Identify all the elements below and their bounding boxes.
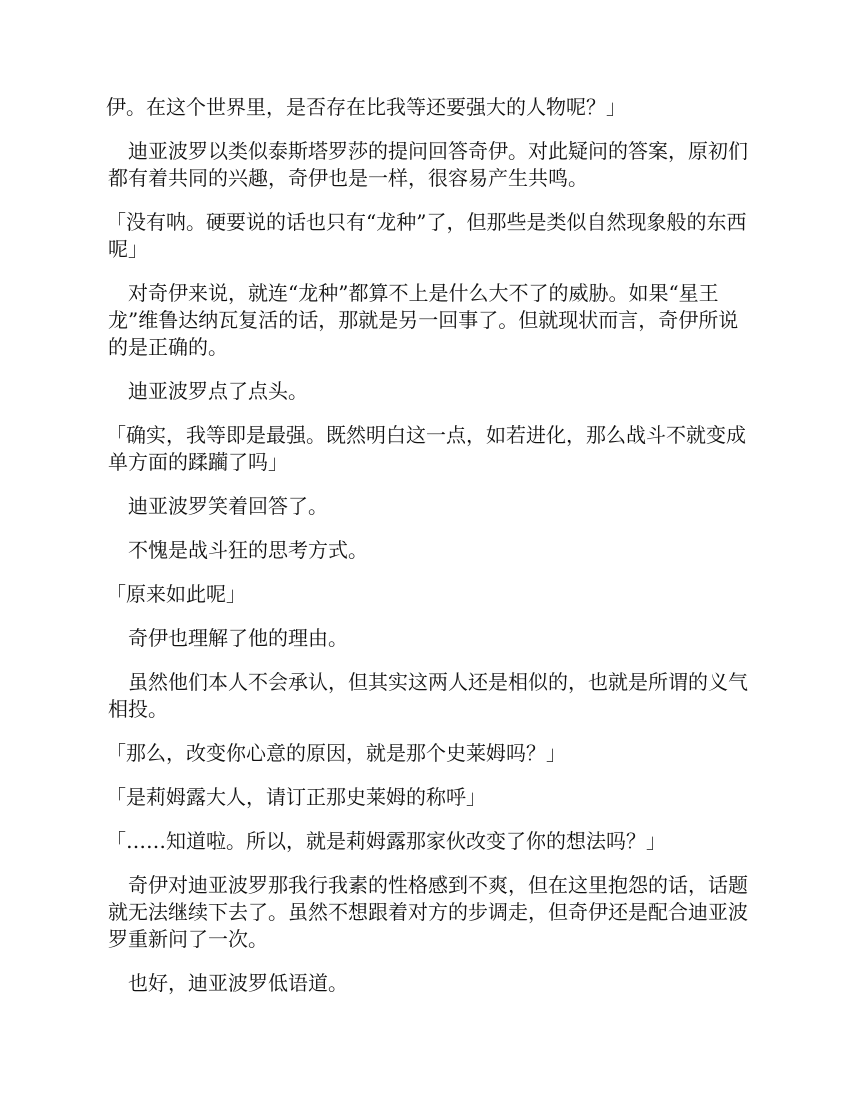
dialogue-paragraph: 「确实，我等即是最强。既然明白这一点，如若进化，那么战斗不就变成单方面的蹂躏了吗」 xyxy=(106,423,746,474)
narration-paragraph: 奇伊对迪亚波罗那我行我素的性格感到不爽，但在这里抱怨的话，话题就无法继续下去了。虽然不想跟着对方的步调走，但奇伊还是配合迪亚波罗重新问了一次。 xyxy=(108,873,748,951)
narration-paragraph: 也好，迪亚波罗低语道。 xyxy=(128,971,348,995)
narration-paragraph: 对奇伊来说，就连“龙种”都算不上是什么大不了的威胁。如果“星王龙”维鲁达纳瓦复活的话，那就是另一回事了。但就现状而言，奇伊所说的是正确的。 xyxy=(108,281,739,359)
dialogue-paragraph: 伊。在这个世界里，是否存在比我等还要强大的人物呢？」 xyxy=(106,95,626,119)
body-text xyxy=(108,94,748,1014)
narration-paragraph: 不愧是战斗狂的思考方式。 xyxy=(128,538,368,562)
narration-paragraph: 迪亚波罗笑着回答了。 xyxy=(128,494,328,518)
dialogue-paragraph: 「没有呐。硬要说的话也只有“龙种”了，但那些是类似自然现象般的东西呢」 xyxy=(106,210,747,261)
narration-paragraph: 迪亚波罗点了点头。 xyxy=(128,379,308,403)
narration-paragraph: 虽然他们本人不会承认，但其实这两人还是相似的，也就是所谓的义气相投。 xyxy=(108,670,748,721)
narration-paragraph: 奇伊也理解了他的理由。 xyxy=(128,626,348,650)
dialogue-paragraph: 「……知道啦。所以，就是莉姆露那家伙改变了你的想法吗？」 xyxy=(106,829,666,853)
dialogue-paragraph: 「那么，改变你心意的原因，就是那个史莱姆吗？」 xyxy=(106,741,566,765)
narration-paragraph: 迪亚波罗以类似泰斯塔罗莎的提问回答奇伊。对此疑问的答案，原初们都有着共同的兴趣，奇伊也是一样，很容易产生共鸣。 xyxy=(108,139,748,190)
dialogue-paragraph: 「是莉姆露大人，请订正那史莱姆的称呼」 xyxy=(106,785,486,809)
dialogue-paragraph: 「原来如此呢」 xyxy=(106,582,246,606)
